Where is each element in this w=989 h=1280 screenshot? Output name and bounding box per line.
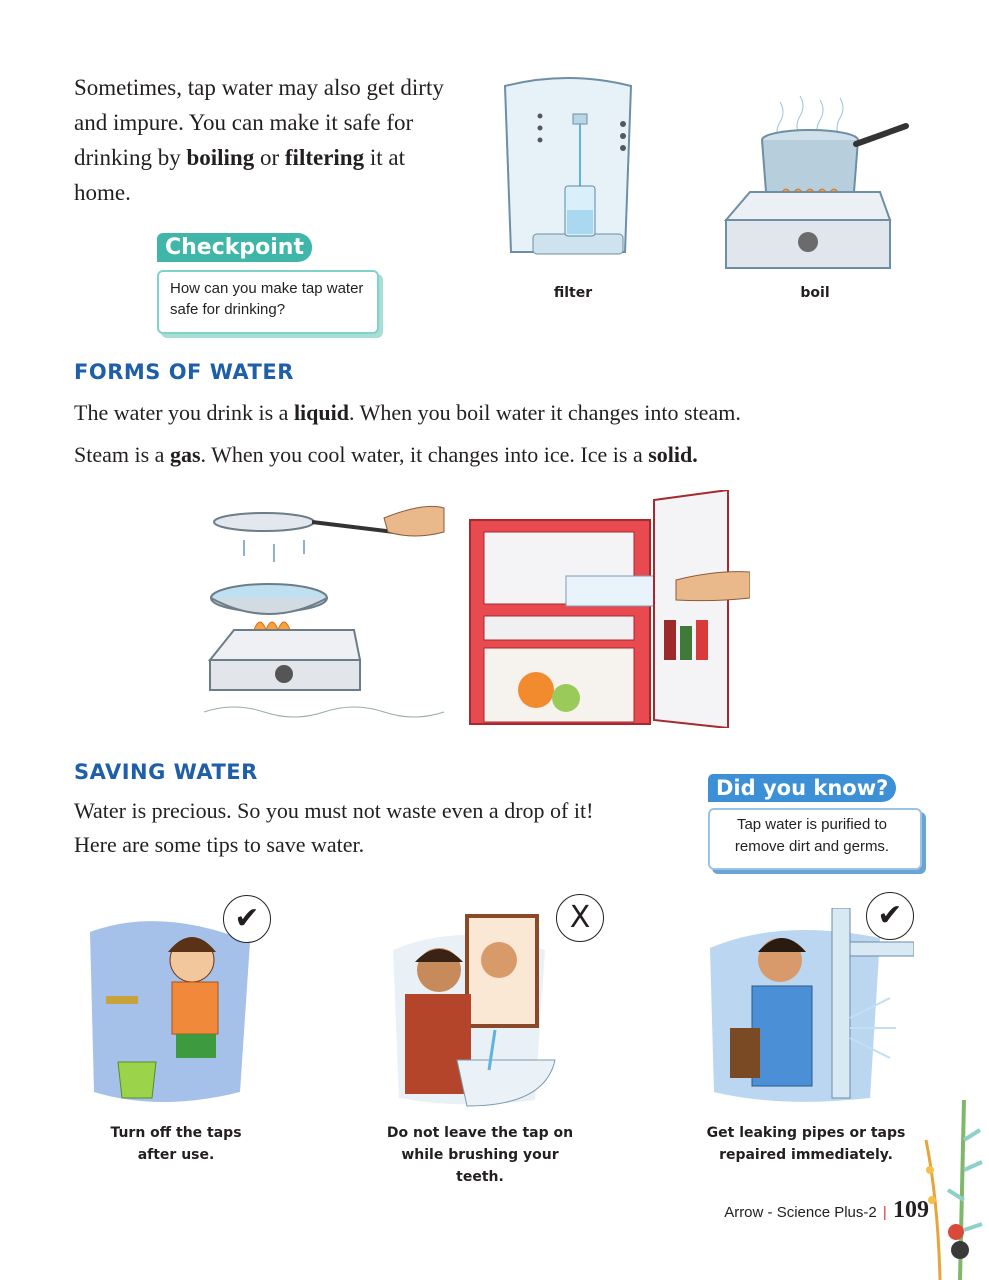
forms-text: Steam is a [74,442,170,467]
fridge-ice-tray-illustration [466,490,750,728]
forms-text: . When you cool water, it changes into ice. Ice is a [200,442,649,467]
decorative-plant-icon [920,1100,989,1280]
forms-of-water-heading: FORMS OF WATER [74,360,294,384]
forms-bold-solid: solid. [648,442,698,467]
tip-2-caption [380,1122,580,1188]
intro-paragraph [74,70,454,210]
did-you-know-text: Tap water is purified to remove dirt and germs. [734,816,890,855]
tip-3-line-1: Get leaking pipes or taps [706,1125,906,1141]
saving-line-2: Here are some tips to save water. [74,832,365,857]
intro-bold-boiling: boiling [186,145,255,170]
tip-3-line-2: repaired immediately. [719,1147,893,1163]
boiling-pot-illustration [720,92,912,272]
checkpoint-label: Checkpoint [157,233,312,262]
forms-text: . When you boil water it changes into steam. [348,400,741,425]
boil-caption: boil [800,285,830,301]
correct-checkmark-icon: ✔ [223,895,271,943]
footer-divider: | [882,1204,887,1221]
intro-text: Sometimes, tap water may also get dirty and impure. You can make it safe for drinking by [74,75,444,170]
filter-caption: filter [553,285,593,301]
tip-1-line-1: Turn off the taps [110,1125,242,1141]
wrong-cross-icon: X [556,894,604,942]
intro-text-3: it at home. [74,145,405,205]
boy-brushing-teeth-illustration [385,910,565,1110]
checkpoint-question: How can you make tap water safe for drinking? [170,280,364,318]
water-filter-illustration [493,74,643,270]
tip-2-line-1: Do not leave the tap on [386,1125,574,1141]
forms-bold-gas: gas [169,442,201,467]
steam-condensation-illustration [204,500,454,728]
forms-bold-liquid: liquid [293,400,349,425]
intro-text-2: or [254,145,285,170]
forms-line-2 [74,436,934,474]
tip-1-line-2: after use. [137,1147,215,1163]
saving-water-heading: SAVING WATER [74,760,258,784]
intro-bold-filtering: filtering [284,145,365,170]
forms-text: The water you drink is a [74,400,294,425]
tip-2-line-2: while brushing your teeth. [401,1147,559,1185]
book-title: Arrow - Science Plus-2 [724,1204,877,1221]
page-number: 109 [893,1197,929,1223]
saving-line-1: Water is precious. So you must not waste even a drop of it! [74,798,594,823]
tip-3-caption [706,1122,906,1166]
correct-checkmark-icon-2: ✔ [866,892,914,940]
did-you-know-label: Did you know? [708,774,896,802]
page-footer [724,1197,929,1224]
tip-1-caption [86,1122,266,1166]
forms-line-1 [74,394,914,432]
